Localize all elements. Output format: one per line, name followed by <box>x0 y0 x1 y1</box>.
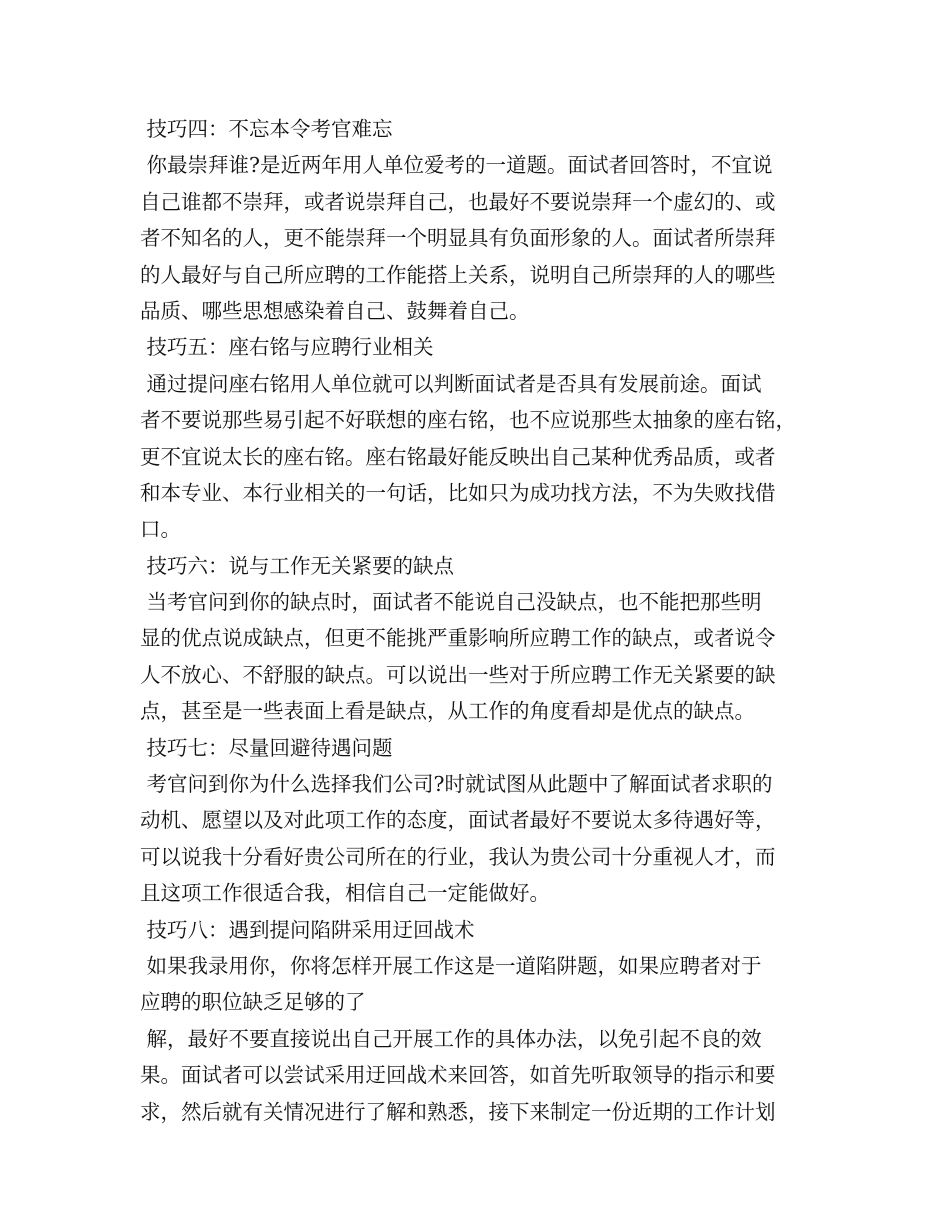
paragraph-line: 者不要说那些易引起不好联想的座右铭，也不应说那些太抽象的座右铭， <box>140 408 796 433</box>
paragraph-line: 通过提问座右铭用人单位就可以判断面试者是否具有发展前途。面试 <box>140 371 762 396</box>
paragraph-line: 考官问到你为什么选择我们公司?时就试图从此题中了解面试者求职的 <box>140 772 773 797</box>
document-body <box>140 111 820 1130</box>
paragraph-line: 显的优点说成缺点，但更不能挑严重影响所应聘工作的缺点，或者说令 <box>140 626 776 651</box>
section-heading-tip-8: 技巧八：遇到提问陷阱采用迂回战术 <box>140 917 475 942</box>
paragraph-line: 口。 <box>140 517 181 542</box>
section-heading-tip-4: 技巧四：不忘本令考官难忘 <box>140 117 393 141</box>
section-heading-tip-6: 技巧六：说与工作无关紧要的缺点 <box>140 553 455 578</box>
paragraph-line: 解，最好不要直接说出自己开展工作的具体办法，以免引起不良的效 <box>140 1026 762 1051</box>
paragraph-line: 果。面试者可以尝试采用迂回战术来回答，如首先听取领导的指示和要 <box>140 1063 776 1088</box>
paragraph-line: 点，甚至是一些表面上看是缺点，从工作的角度看却是优点的缺点。 <box>140 699 755 724</box>
paragraph-line: 且这项工作很适合我，相信自己一定能做好。 <box>140 881 550 906</box>
paragraph-line: 可以说我十分看好贵公司所在的行业，我认为贵公司十分重视人才，而 <box>140 844 776 869</box>
section-heading-tip-7: 技巧七：尽量回避待遇问题 <box>140 735 393 760</box>
paragraph-line: 自己谁都不崇拜，或者说崇拜自己，也最好不要说崇拜一个虚幻的、或 <box>140 189 776 214</box>
paragraph-line: 动机、愿望以及对此项工作的态度，面试者最好不要说太多待遇好等， <box>140 808 776 833</box>
paragraph-line: 当考官问到你的缺点时，面试者不能说自己没缺点，也不能把那些明 <box>140 590 762 615</box>
paragraph-line: 更不宜说太长的座右铭。座右铭最好能反映出自己某种优秀品质，或者 <box>140 444 776 469</box>
paragraph-line: 和本专业、本行业相关的一句话，比如只为成功找方法，不为失败找借 <box>140 480 776 505</box>
section-heading-tip-5: 技巧五：座右铭与应聘行业相关 <box>140 335 434 360</box>
paragraph-line: 人不放心、不舒服的缺点。可以说出一些对于所应聘工作无关紧要的缺 <box>140 662 776 687</box>
paragraph-line: 求，然后就有关情况进行了解和熟悉，接下来制定一份近期的工作计划 <box>140 1099 776 1124</box>
paragraph-line: 品质、哪些思想感染着自己、鼓舞着自己。 <box>140 298 530 323</box>
paragraph-line: 者不知名的人，更不能崇拜一个明显具有负面形象的人。面试者所崇拜 <box>140 226 776 251</box>
paragraph-line: 应聘的职位缺乏足够的了 <box>140 990 366 1015</box>
paragraph-line: 如果我录用你，你将怎样开展工作这是一道陷阱题，如果应聘者对于 <box>140 953 762 978</box>
paragraph-line: 你最崇拜谁?是近两年用人单位爱考的一道题。面试者回答时，不宜说 <box>140 153 773 178</box>
paragraph-line: 的人最好与自己所应聘的工作能搭上关系，说明自己所崇拜的人的哪些 <box>140 262 776 287</box>
